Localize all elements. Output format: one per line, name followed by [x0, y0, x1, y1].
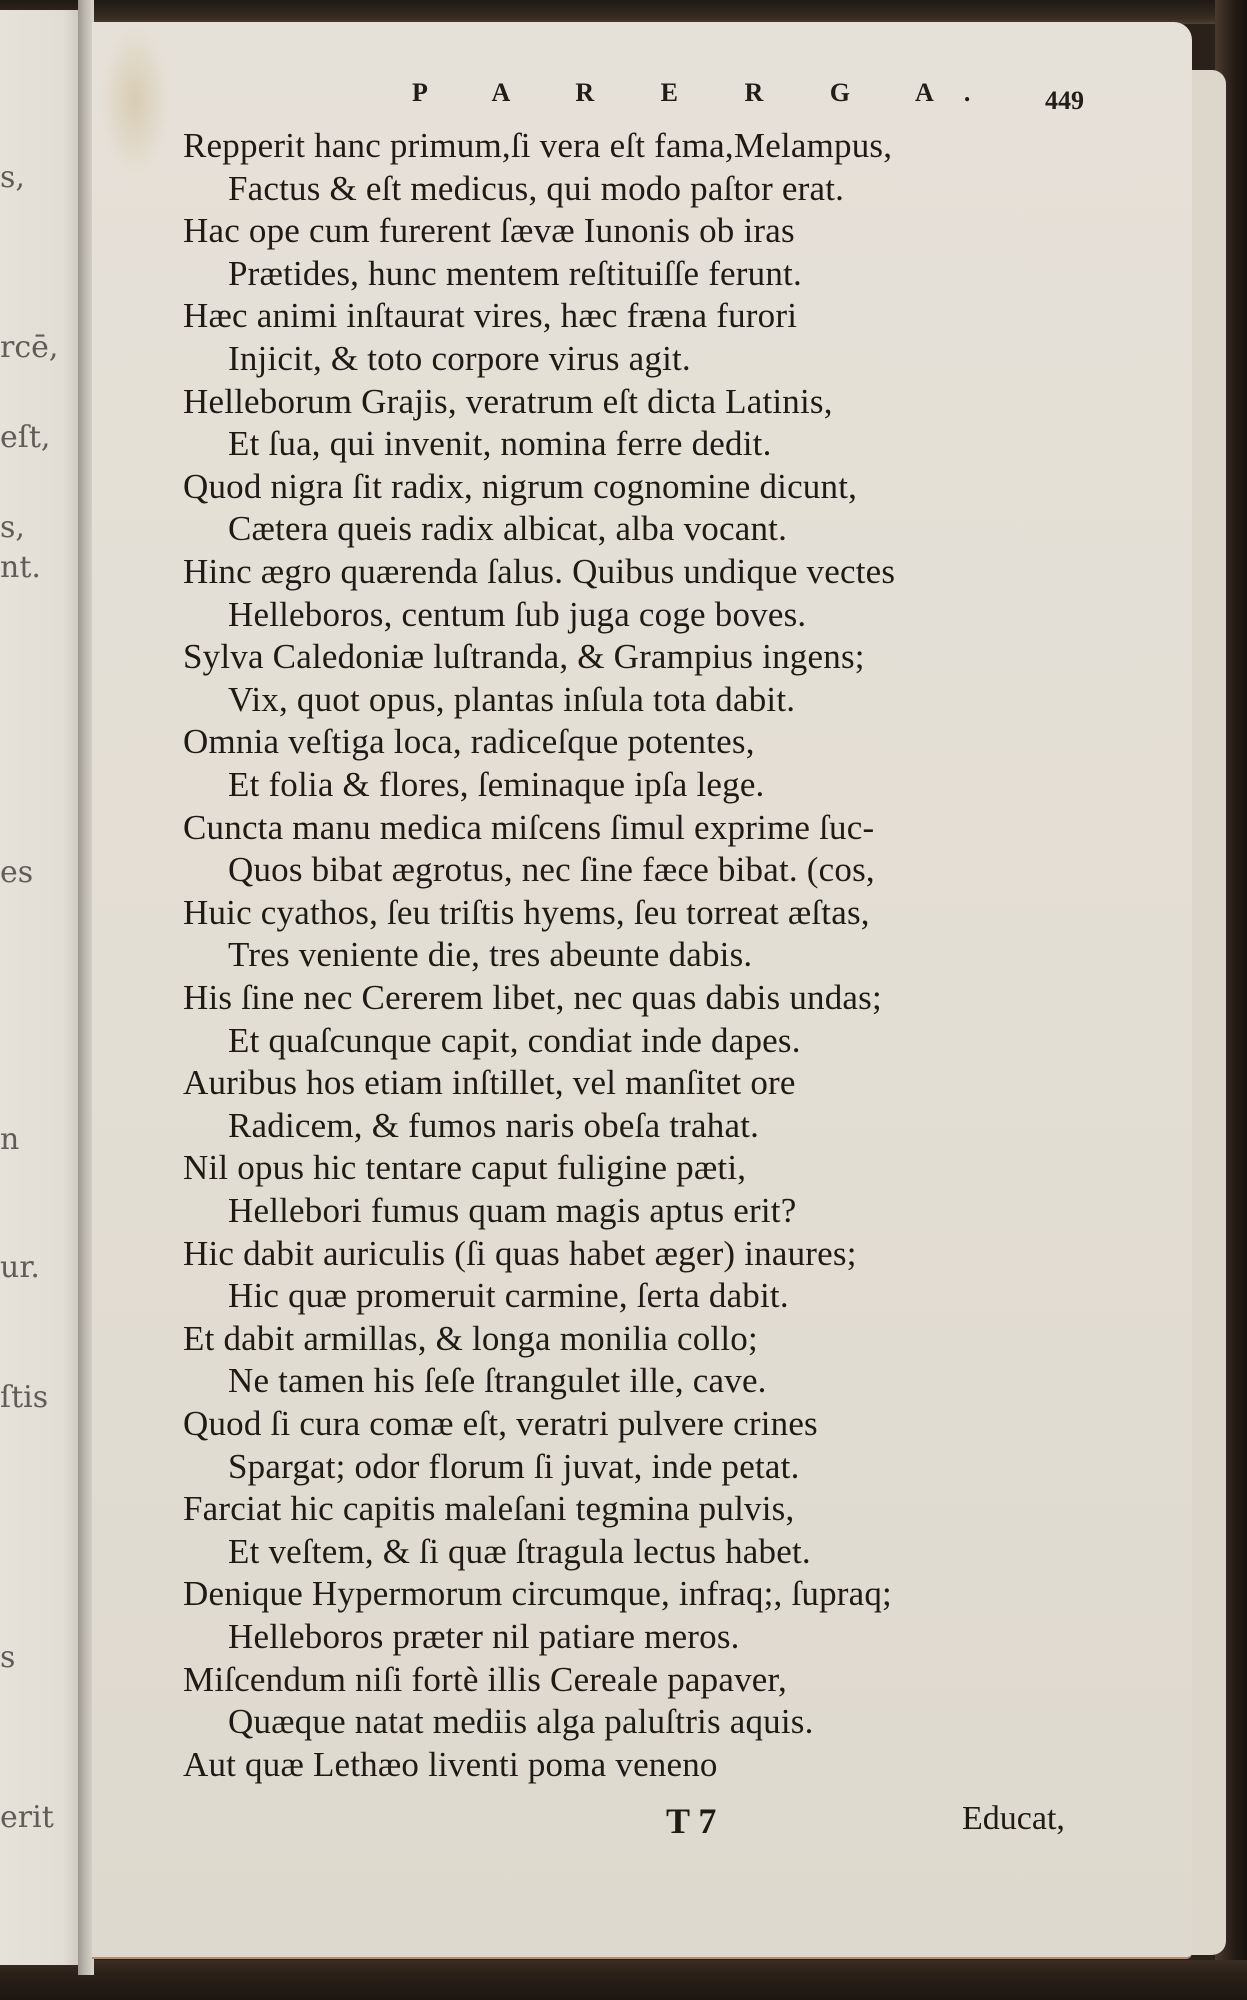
verse-line: Miſcendum niſi fortè illis Cereale papaver, — [183, 1659, 787, 1699]
verse-line: His ſine nec Cererem libet, nec quas dabis undas; — [183, 978, 882, 1017]
verse-line: Hæc animi inſtaurat vires, hæc fræna furori — [183, 296, 798, 336]
verse-line: Huic cyathos, ſeu triſtis hyems, ſeu torreat æſtas, — [183, 892, 870, 932]
verse-line: Cuncta manu medica miſcens ſimul exprime ſuc- — [183, 807, 875, 847]
left-page-fragment: s, — [0, 510, 25, 545]
verse-line: Denique Hypermorum circumque, infraq;, ſupraq; — [183, 1574, 892, 1614]
left-page-fragment: ur. — [0, 1250, 40, 1285]
page-number: 449 — [1045, 86, 1084, 115]
verse-line: Sylva Caledoniæ luſtranda, & Grampius ingens; — [183, 637, 865, 677]
left-page-fragment: nt. — [0, 550, 41, 585]
verse-line: Vix, quot opus, plantas inſula tota dabit. — [228, 679, 796, 719]
verse-line: Et folia & flores, ſeminaque ipſa lege. — [228, 765, 765, 804]
verse-line: Prætides, hunc mentem reſtituiſſe ferunt. — [228, 253, 802, 293]
book-binding-top — [0, 0, 1247, 24]
verse-line: Et ſua, qui invenit, nomina ferre dedit. — [228, 424, 772, 464]
verse-line: Aut quæ Lethæo liventi poma veneno — [183, 1744, 718, 1784]
left-page-fragment: eſt, — [0, 420, 51, 455]
verse-line: Tres veniente die, tres abeunte dabis. — [228, 935, 753, 975]
verse-line: Hac ope cum furerent ſævæ Iunonis ob iras — [183, 211, 795, 251]
verse-line: Helleboros præter nil patiare meros. — [228, 1617, 740, 1656]
verse-line: Spargat; odor florum ſi juvat, inde petat. — [228, 1446, 800, 1486]
left-page — [0, 10, 78, 1965]
left-page-fragment: es — [0, 855, 34, 890]
left-page-fragment: erit — [0, 1800, 54, 1835]
verse-line: Repperit hanc primum,ſi vera eſt fama,Melampus, — [183, 126, 893, 165]
left-page-fragment: ſtis — [0, 1380, 49, 1415]
verse-line: Cætera queis radix albicat, alba vocant. — [228, 509, 788, 549]
verse-line: Hellebori fumus quam magis aptus erit? — [228, 1191, 797, 1230]
verse-line: Factus & eſt medicus, qui modo paſtor erat. — [228, 168, 845, 208]
verse-line: Et veſtem, & ſi quæ ſtragula lectus habet. — [228, 1531, 811, 1571]
verse-line: Quod nigra ſit radix, nigrum cognomine dicunt, — [183, 466, 858, 506]
verse-line: Helleboros, centum ſub juga coge boves. — [228, 594, 807, 634]
verse-line: Omnia veſtiga loca, radiceſque potentes, — [183, 722, 755, 762]
left-page-fragment: rcē, — [0, 330, 59, 365]
verse-line: Et quaſcunque capit, condiat inde dapes. — [228, 1020, 801, 1060]
verse-line: Hic quæ promeruit carmine, ſerta dabit. — [228, 1276, 789, 1316]
book-binding-bottom — [0, 1960, 1247, 2000]
verse-line: Hic dabit auriculis (ſi quas habet æger) inaures; — [183, 1233, 857, 1273]
left-page-fragment: n — [0, 1122, 20, 1157]
verse-line: Injicit, & toto corpore virus agit. — [228, 339, 691, 378]
verse-line: Radicem, & fumos naris obeſa trahat. — [228, 1105, 760, 1145]
running-head: P A R E R G A. — [412, 78, 1001, 107]
verse-line: Helleborum Grajis, veratrum eſt dicta Latinis, — [183, 381, 833, 421]
left-page-fragment: s, — [0, 160, 25, 195]
verse-line: Ne tamen his ſeſe ſtrangulet ille, cave. — [228, 1361, 767, 1401]
verse-line: Quod ſi cura comæ eſt, veratri pulvere crines — [183, 1404, 818, 1443]
verse-line: Hinc ægro quærenda ſalus. Quibus undique vectes — [183, 552, 896, 591]
signature-mark: T 7 — [666, 1801, 717, 1841]
verse-line: Quæque natat mediis alga paluſtris aquis. — [228, 1702, 814, 1742]
verse-line: Quos bibat ægrotus, nec ſine fæce bibat. (cos, — [228, 850, 875, 890]
verse-line: Auribus hos etiam inſtillet, vel manſitet ore — [183, 1063, 796, 1103]
verse-line: Farciat hic capitis maleſani tegmina pulvis, — [183, 1489, 795, 1529]
verse-line: Et dabit armillas, & longa monilia collo; — [183, 1318, 758, 1358]
catchword: Educat, — [962, 1800, 1065, 1837]
verse-line: Nil opus hic tentare caput fuligine pæti, — [183, 1148, 747, 1188]
left-page-fragment: s — [0, 1640, 16, 1675]
